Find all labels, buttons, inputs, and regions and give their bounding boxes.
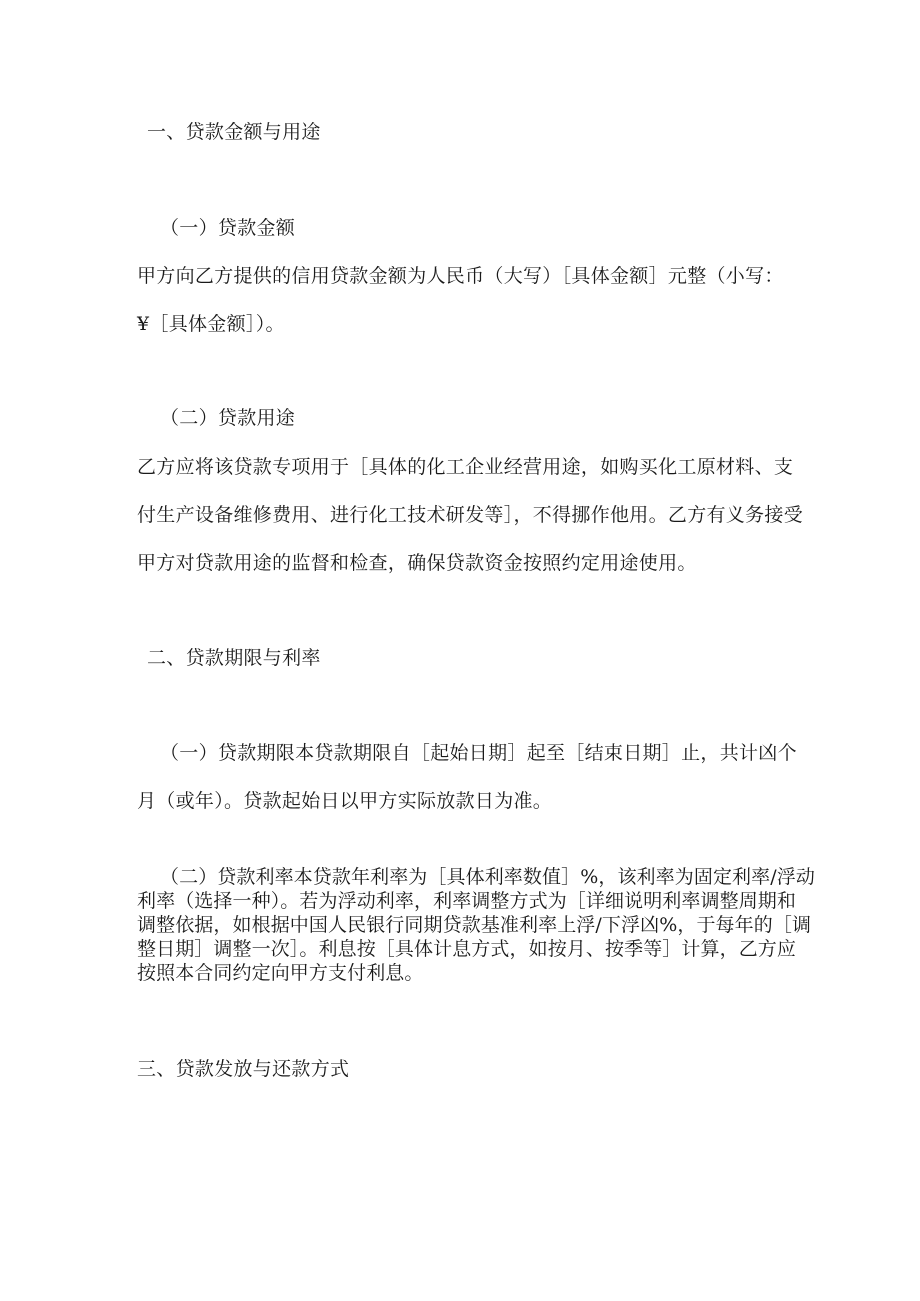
section-heading-2: 二、贷款期限与利率: [147, 647, 321, 669]
paragraph-line: 按照本合同约定向甲方支付利息。: [137, 962, 424, 984]
paragraph-line: 乙方应将该贷款专项用于［具体的化工企业经营用途，如购买化工原材料、支: [137, 456, 794, 478]
paragraph-line: 利率（选择一种）。若为浮动利率，利率调整方式为［详细说明利率调整周期和: [137, 890, 797, 912]
paragraph-line: 付生产设备维修费用、进行化工技术研发等］，不得挪作他用。乙方有义务接受: [137, 504, 804, 526]
subsection-title-loan-amount: （一）贷款金额: [160, 217, 296, 239]
paragraph-line: 调整依据，如根据中国人民银行同期贷款基准利率上浮/下浮凶%，于每年的［调: [137, 914, 812, 936]
paragraph-line: ¥［具体金额］）。: [137, 313, 285, 335]
paragraph-line: 月（或年）。贷款起始日以甲方实际放款日为准。: [137, 790, 553, 812]
section-heading-1: 一、贷款金额与用途: [147, 121, 321, 143]
paragraph-line: （一）贷款期限本贷款期限自［起始日期］起至［结束日期］止，共计凶个: [160, 742, 797, 764]
paragraph-line: 甲方对贷款用途的监督和检查，确保贷款资金按照约定用途使用。: [137, 552, 697, 574]
paragraph-line: 甲方向乙方提供的信用贷款金额为人民币（大写）［具体金额］元整（小写：: [137, 265, 784, 287]
paragraph-line: 整日期］调整一次］。利息按［具体计息方式，如按月、按季等］计算，乙方应: [137, 938, 797, 960]
subsection-title-loan-purpose: （二）贷款用途: [160, 407, 296, 429]
paragraph-line: （二）贷款利率本贷款年利率为［具体利率数值］%，该利率为固定利率/浮动: [160, 866, 815, 888]
section-heading-3: 三、贷款发放与还款方式: [137, 1058, 350, 1080]
